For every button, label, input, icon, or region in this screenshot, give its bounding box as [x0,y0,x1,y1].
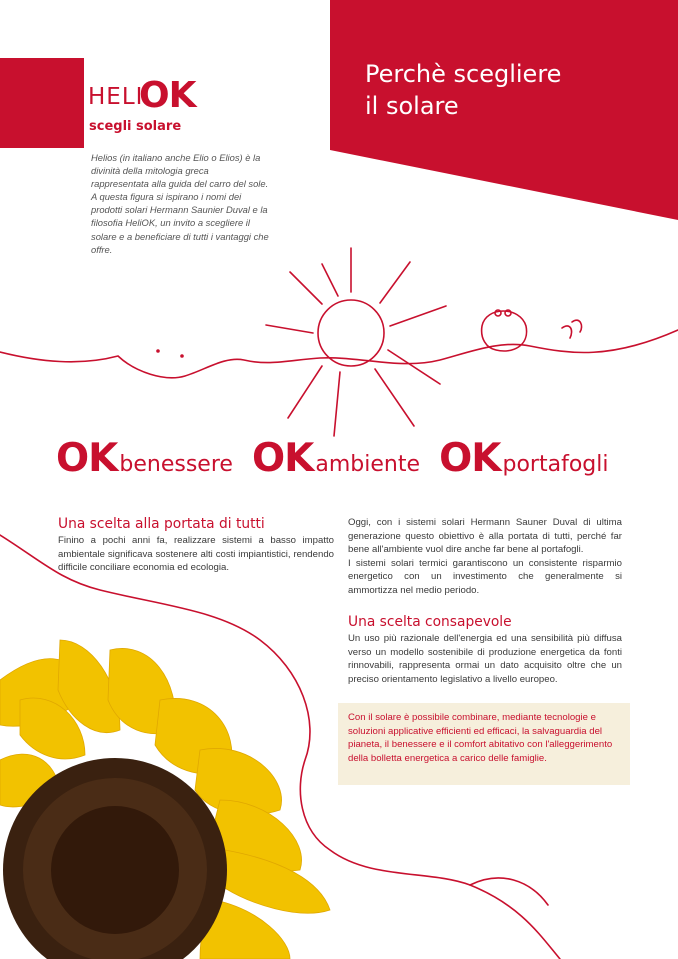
logo-tagline: scegli solare [89,119,182,134]
section-text-oggi [348,516,622,597]
ok-slogans [56,436,622,481]
section-text-oggi-1: Oggi, con i sistemi solari Hermann Sauner Duval di ultima generazione questo obiettivo è alla portata di tutti, perché far bene all'ambiente vuol dire anche far bene al portafogli. [348,517,622,555]
sun-rays [266,248,446,436]
section-text-portata: Finino a pochi anni fa, realizzare sistemi a basso impatto ambientale significava sostenere alti costi impiantistici, rendendo difficile conciliare economia ed ecologia. [58,535,334,573]
highlight-text: Con il solare è possibile combinare, mediante tecnologie e soluzioni applicative efficienti ed efficaci, la salvaguardia del pianeta, il benessere e il comfort abitativo con l'alleggerimento della bolletta energetica a carico delle famiglie. [348,712,613,764]
slogan-ok-3: OK [439,436,501,481]
page-title [365,58,665,122]
section-heading-consapevole: Una scelta consapevole [348,614,512,630]
slogan-word-1: benessere [119,452,233,477]
slogan-ok-1: OK [56,436,118,481]
page-title-line-2: il solare [365,92,459,120]
section-text-consapevole: Un uso più razionale dell'energia ed una sensibilità più diffusa verso un modello sostenibile di produzione energetica da fonti rinnovabili, rappresenta ormai un dato acquisito oltre che un preciso orientamento legislativo a livello europeo. [348,633,622,685]
slogan-word-2: ambiente [315,452,421,477]
section-text-oggi-2: I sistemi solari termici garantiscono un consistente risparmio energetico con un investimento che generalmente si ammortizza nel medio periodo. [348,557,622,596]
slogan-ok-2: OK [252,436,314,481]
intro-text: Helios (in italiano anche Elio o Elios) è la divinità della mitologia greca rappresentata alla guida del carro del sole. A questa figura si ispirano i nomi dei prodotti solari Hermann Saunier Duval e la filosofia HeliOK, un invito a scegliere il solare e a beneficiare di tutti i vantaggi che offre. [91,152,269,255]
section-heading-portata: Una scelta alla portata di tutti [58,516,265,532]
sunflower-illustration [0,640,330,959]
slogan-word-3: portafogli [502,452,609,477]
page-title-line-1: Perchè scegliere [365,60,562,88]
logo-brand-bold: OK [139,75,196,116]
logo-box [0,58,84,148]
logo-brand-light: HELI [88,84,144,110]
